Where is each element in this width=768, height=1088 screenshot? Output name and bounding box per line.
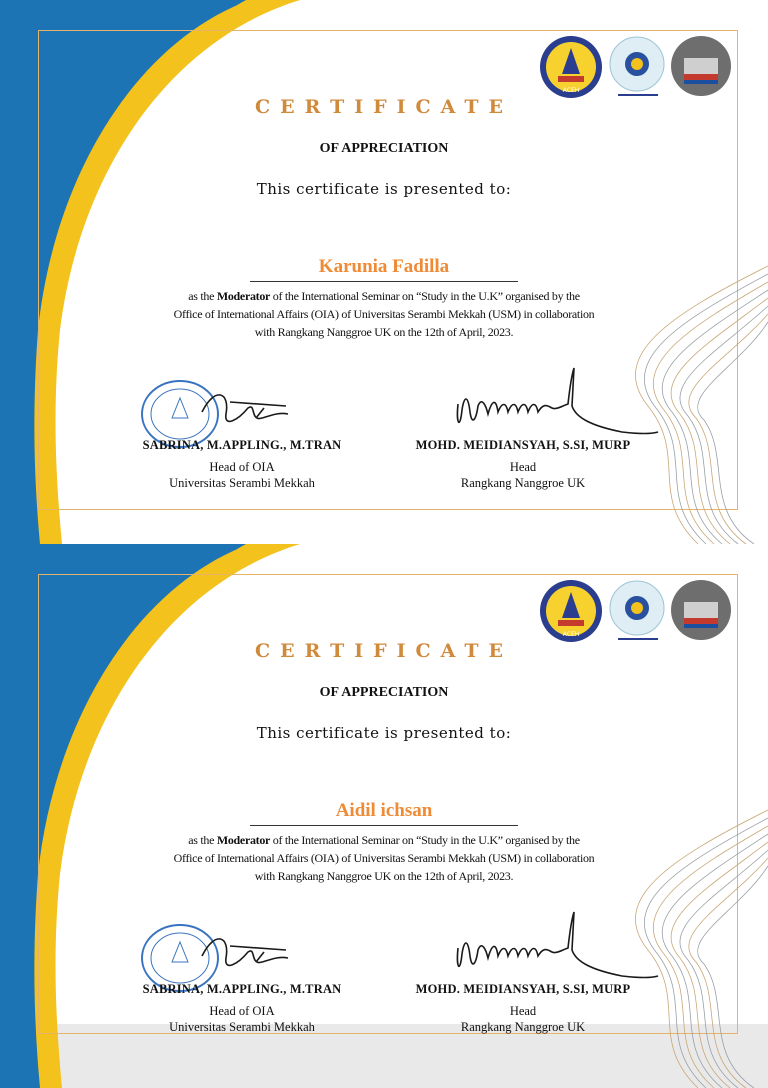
presented-to-text: This certificate is presented to:: [256, 180, 512, 198]
right-signatory: [400, 982, 646, 1035]
body-line2: Office of International Affairs (OIA) of Universitas Serambi Mekkah (USM) in collaboration: [173, 307, 595, 321]
body-line1: of the International Seminar on “Study in the U.K” organised by the: [270, 833, 580, 847]
right-signatory: [400, 438, 646, 491]
right-signatory-position: Head: [509, 1004, 537, 1018]
left-signatory: [130, 982, 354, 1035]
role: Moderator: [216, 289, 271, 303]
usm-globe-logo-icon: [610, 581, 664, 640]
body-line1: of the International Seminar on “Study in the U.K” organised by the: [270, 289, 580, 303]
right-signatory-organization: Rangkang Nanggroe UK: [460, 476, 586, 490]
rangkang-nanggroe-logo-icon: [671, 580, 731, 640]
certificate-2: [0, 544, 768, 1034]
svg-text:ACEH: ACEH: [562, 87, 580, 94]
right-signatory-name: MOHD. MEIDIANSYAH, S.SI, MURP: [415, 438, 631, 452]
left-signatory-position: Head of OIA: [209, 460, 275, 474]
certificate-subtitle: OF APPRECIATION: [319, 685, 449, 700]
partner-logos: [538, 578, 734, 644]
left-signatory-position: Head of OIA: [209, 1004, 275, 1018]
right-signatory-name: MOHD. MEIDIANSYAH, S.SI, MURP: [415, 982, 631, 996]
body-line3: with Rangkang Nanggroe UK on the 12th of April, 2023.: [254, 325, 514, 339]
rangkang-nanggroe-logo-icon: [671, 36, 731, 96]
certificate-body: [140, 287, 628, 341]
certificate-subtitle: OF APPRECIATION: [319, 141, 449, 156]
partner-logos: [538, 34, 734, 100]
svg-text:ACEH: ACEH: [562, 631, 580, 638]
body-prefix: as the: [188, 289, 217, 303]
recipient-name: Karunia Fadilla: [250, 256, 518, 282]
right-signature: [452, 910, 660, 990]
left-signatory-organization: Universitas Serambi Mekkah: [169, 1020, 315, 1034]
university-crest-icon: [540, 580, 602, 642]
body-line3: with Rangkang Nanggroe UK on the 12th of April, 2023.: [254, 869, 514, 883]
university-crest-icon: [540, 36, 602, 98]
right-signature: [452, 366, 660, 446]
left-signatory: [130, 438, 354, 491]
left-signatory-name: SABRINA, M.APPLING., M.TRAN: [142, 982, 342, 996]
left-signatory-name: SABRINA, M.APPLING., M.TRAN: [142, 438, 342, 452]
certificate-title: CERTIFICATE: [255, 640, 513, 662]
certificate-body: [140, 831, 628, 885]
body-line2: Office of International Affairs (OIA) of Universitas Serambi Mekkah (USM) in collaboration: [173, 851, 595, 865]
presented-to-text: This certificate is presented to:: [256, 724, 512, 742]
right-signatory-organization: Rangkang Nanggroe UK: [460, 1020, 586, 1034]
role: Moderator: [216, 833, 271, 847]
right-signatory-position: Head: [509, 460, 537, 474]
left-signatory-organization: Universitas Serambi Mekkah: [169, 476, 315, 490]
certificate-title: CERTIFICATE: [255, 96, 513, 118]
body-prefix: as the: [188, 833, 217, 847]
recipient-name: Aidil ichsan: [250, 800, 518, 826]
usm-globe-logo-icon: [610, 37, 664, 96]
